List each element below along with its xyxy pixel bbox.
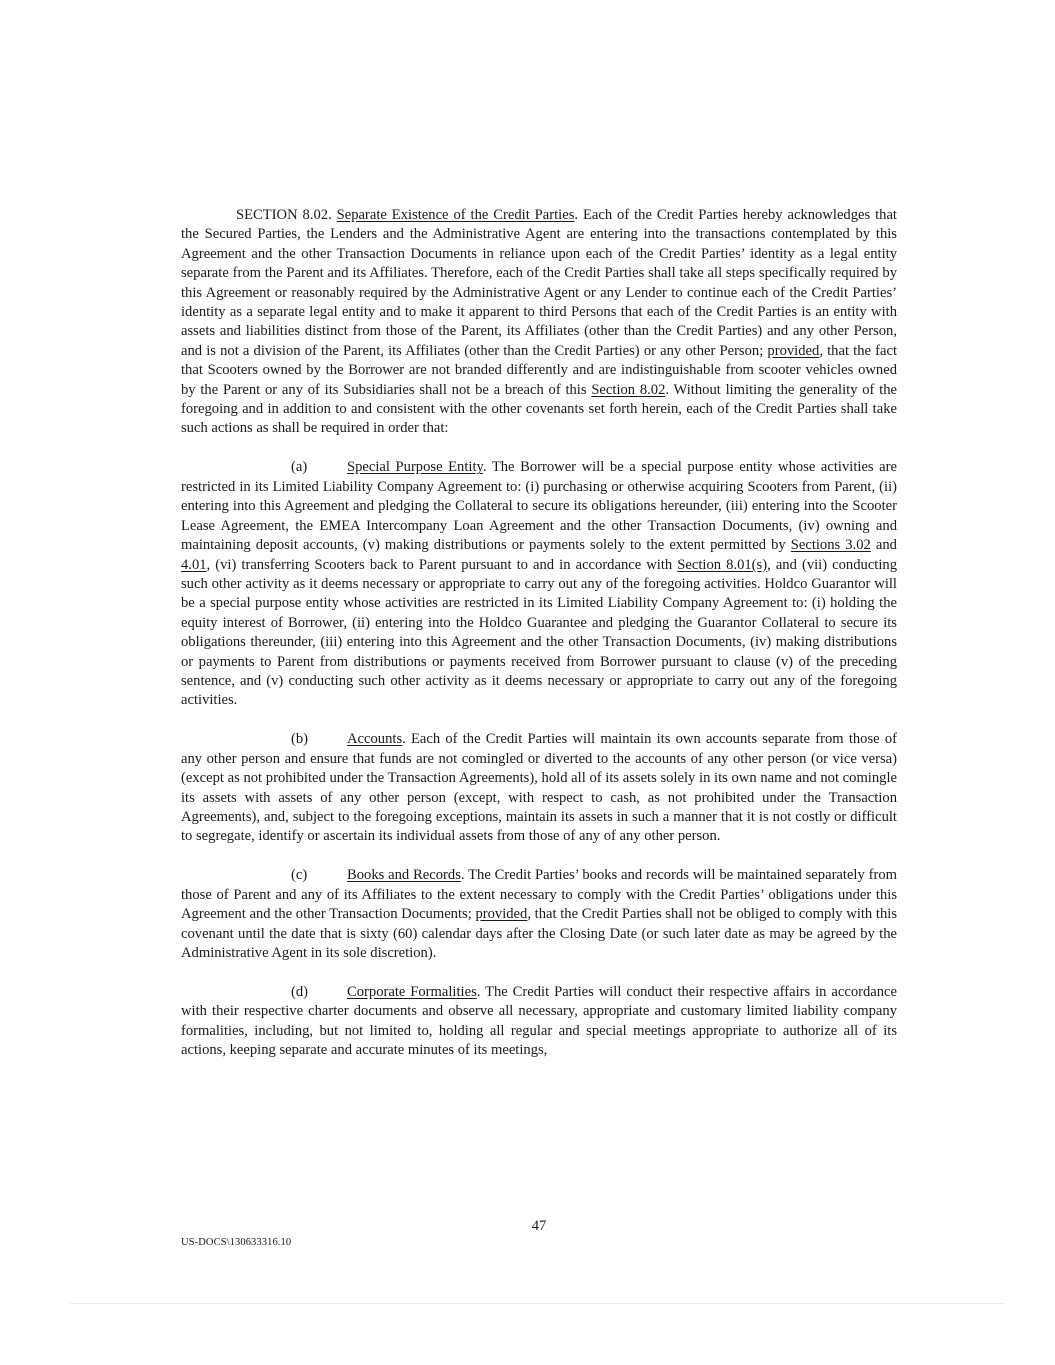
section-8-02-reference: Section 8.02 — [591, 381, 666, 398]
section-text-2: , that the fact that Scooters owned by the Borrower are not branded differently and are indistinguishable from scooter vehicles owned by the Parent or any of its Subsidiaries shall not be a breach of this — [181, 342, 897, 398]
clause-a-paragraph — [181, 458, 897, 710]
clause-c-text-1: . The Credit Parties’ books and records will be maintained separately from those of Parent and any of its Affiliates to the extent necessary to comply with the Credit Parties’ obligations under this Agreement and the other Transaction Documents; — [181, 867, 898, 923]
section-8-02-paragraph — [181, 206, 897, 439]
clause-b-label: (b) — [291, 731, 309, 748]
provided-term: provided — [767, 342, 820, 359]
section-heading: SECTION 8.02. — [236, 207, 332, 223]
clause-c-label: (c) — [291, 867, 308, 884]
clause-b-paragraph — [181, 730, 897, 846]
section-4-01-reference: 4.01 — [181, 556, 207, 573]
clause-b-text-1: . Each of the Credit Parties will maintain its own accounts separate from those of any other person and ensure that funds are not comingled or diverted to the accounts of any other person (or vice versa) (except as not prohibited under the Transaction Agreements), hold all of its assets solely in its own name and not comingle its assets with assets of any other person (except, with respect to cash, as not prohibited under the Transaction Agreements), and, subject to the foregoing exceptions, maintain its assets in such a manner that it is not costly or difficult to segregate, identify or ascertain its individual assets from those of any of any other person. — [181, 731, 897, 845]
clause-a-text-3: , (vi) transferring Scooters back to Parent pursuant to and in accordance with — [206, 556, 678, 573]
clause-c-paragraph — [181, 866, 897, 963]
document-body — [181, 206, 897, 1080]
sections-3-02-reference: Sections 3.02 — [790, 537, 871, 554]
clause-a-label: (a) — [291, 459, 308, 476]
clause-d-paragraph — [181, 983, 897, 1061]
document-id: US-DOCS\130633316.10 — [181, 1237, 292, 1248]
clause-b-title: Accounts — [347, 731, 403, 748]
clause-d-label: (d) — [291, 984, 309, 1000]
section-text-3: . Without limiting the generality of the foregoing and in addition to and consistent with the other covenants set forth herein, each of the Credit Parties shall take such actions as shall be required in order that: — [181, 381, 898, 437]
clause-d-title: Corporate Formalities — [347, 984, 477, 1000]
section-title: Separate Existence of the Credit Parties — [336, 207, 575, 223]
clause-d-text-1: . The Credit Parties will conduct their respective affairs in accordance with their respective charter documents and observe all necessary, appropriate and customary limited liability company formalities, including, but not limited to, holding all regular and special meetings appropriate to authorize all of its actions, keeping separate and accurate minutes of its meetings, — [181, 984, 897, 1059]
section-8-01-s-reference: Section 8.01(s) — [677, 556, 768, 573]
clause-c-title: Books and Records — [347, 867, 461, 884]
clause-a-text-4: , and (vii) conducting such other activity as it deems necessary or appropriate to carry out any of the foregoing activities. Holdco Guarantor will be a special purpose entity whose activities are restricted in its Limited Liability Company Agreement to: (i) holding the equity interest of Borrower, (ii) entering into the Holdco Guarantee and pledging the Guarantor Collateral to secure its obligations thereunder, (iii) entering into this Agreement and the other Transaction Documents, (iv) making distributions or payments to Parent from distributions or payments received from Borrower pursuant to clause (v) of the preceding sentence, and (v) conducting such other activity as it deems necessary or appropriate to carry out any of the foregoing activities. — [181, 556, 897, 709]
clause-a-text-1: . The Borrower will be a special purpose entity whose activities are restricted in its Limited Liability Company Agreement to: (i) purchasing or otherwise acquiring Scooters from Parent, (ii) entering into this Agreement and pledging the Collateral to secure its obligations hereunder, (iii) entering into the Scooter Lease Agreement, the EMEA Intercompany Loan Agreement and the other Transaction Documents, (iv) owning and maintaining deposit accounts, (v) making distributions or payments solely to the extent permitted by — [181, 459, 898, 554]
section-text-1: . Each of the Credit Parties hereby acknowledges that the Secured Parties, the Lenders and the Administrative Agent are entering into the transactions contemplated by this Agreement and the other Transaction Documents in reliance upon each of the Credit Parties’ identity as a legal entity separate from the Parent and its Affiliates. Therefore, each of the Credit Parties shall take all steps specifically required by this Agreement or reasonably required by the Administrative Agent or any Lender to continue each of the Credit Parties’ identity as a separate legal entity and to make it apparent to third Persons that each of the Credit Parties is an entity with assets and liabilities distinct from those of the Parent, its Affiliates (other than the Credit Parties) and any other Person, and is not a division of the Parent, its Affiliates (other than the Credit Parties) or any other Person; — [181, 207, 897, 359]
clause-a-text-2: and — [870, 537, 897, 554]
clause-a-title: Special Purpose Entity — [347, 459, 483, 476]
page-number: 47 — [531, 1218, 547, 1234]
clause-c-provided-term: provided — [475, 906, 528, 923]
page-bottom-divider — [70, 1303, 1005, 1304]
clause-c-text-2: , that the Credit Parties shall not be obliged to comply with this covenant until the date that is sixty (60) calendar days after the Closing Date (or such later date as may be agreed by the Administrative Agent in its sole discretion). — [181, 906, 897, 961]
